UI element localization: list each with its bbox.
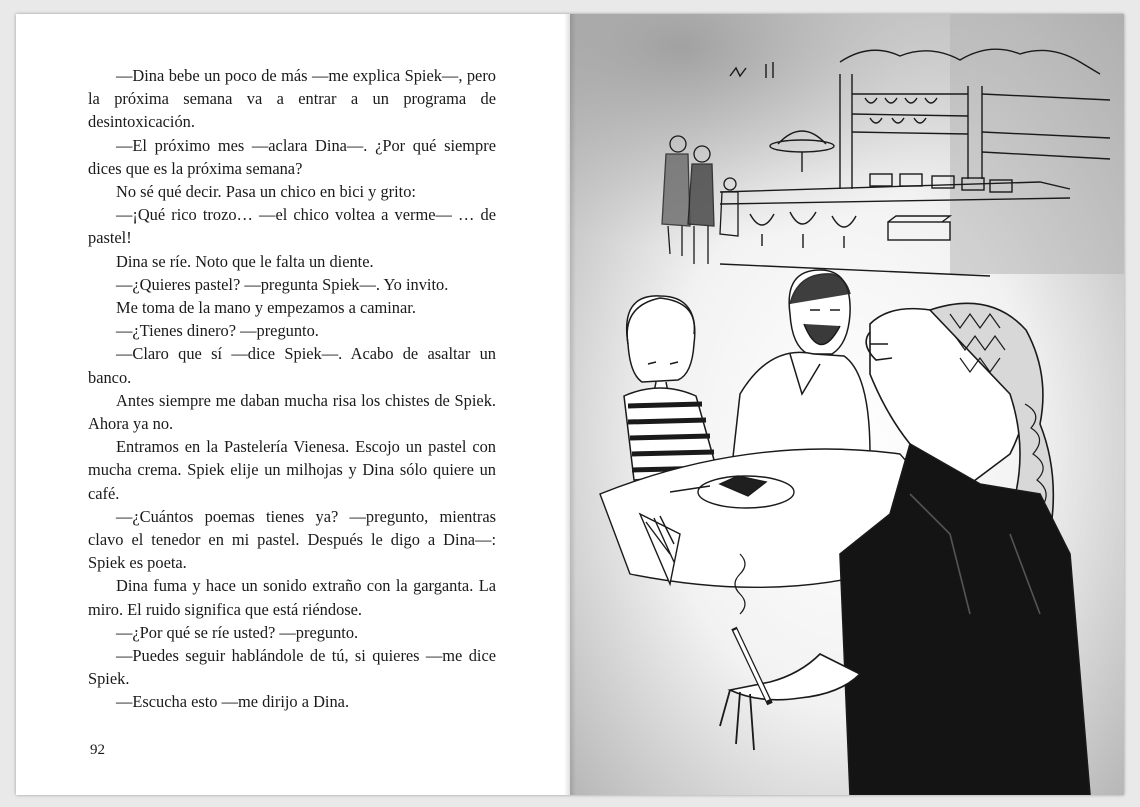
page-number: 92 [90,742,105,758]
book-spread [16,14,1124,795]
paragraph: —¡Qué rico trozo… —el chico voltea a verme— … de pastel! [88,205,496,248]
paragraph: —¿Cuántos poemas tienes ya? —pregunto, mientras clavo el tenedor en mi pastel. Después le digo a Dina—: Spiek es poeta. [88,506,496,573]
paragraph: Entramos en la Pastelería Vienesa. Escojo un pastel con mucha crema. Spiek elije un milhojas y Dina sólo quiere un café. [88,437,496,503]
paragraph: Dina fuma y hace un sonido extraño con la garganta. La miro. El ruido significa que está riéndose. [88,576,496,619]
paragraph: —¿Por qué se ríe usted? —pregunto. [116,622,359,642]
book-gutter [564,14,576,795]
cafe-illustration [570,14,1124,795]
paragraph: Me toma de la mano y empezamos a caminar. [116,298,416,318]
left-page [16,14,570,795]
paragraph: —¿Quieres pastel? —pregunta Spiek—. Yo invito. [116,274,449,294]
paragraph: Antes siempre me daban mucha risa los chistes de Spiek. Ahora ya no. [88,390,496,434]
paragraph: Dina se ríe. Noto que le falta un diente. [116,251,374,271]
body-text [88,64,496,714]
paragraph: —Dina bebe un poco de más —me explica Spiek—, pero la próxima semana va a entrar a un programa de desintoxicación. [88,66,496,132]
paragraph: —Claro que sí —dice Spiek—. Acabo de asaltar un banco. [88,344,496,387]
paragraph: —Puedes seguir hablándole de tú, si quieres —me dice Spiek. [88,646,496,689]
illustration-page [570,14,1124,795]
paragraph: —¿Tienes dinero? —pregunto. [116,321,319,341]
paragraph: —Escucha esto —me dirijo a Dina. [116,692,350,712]
paragraph: No sé qué decir. Pasa un chico en bici y grito: [116,182,416,202]
paragraph: —El próximo mes —aclara Dina—. ¿Por qué siempre dices que es la próxima semana? [88,135,496,178]
